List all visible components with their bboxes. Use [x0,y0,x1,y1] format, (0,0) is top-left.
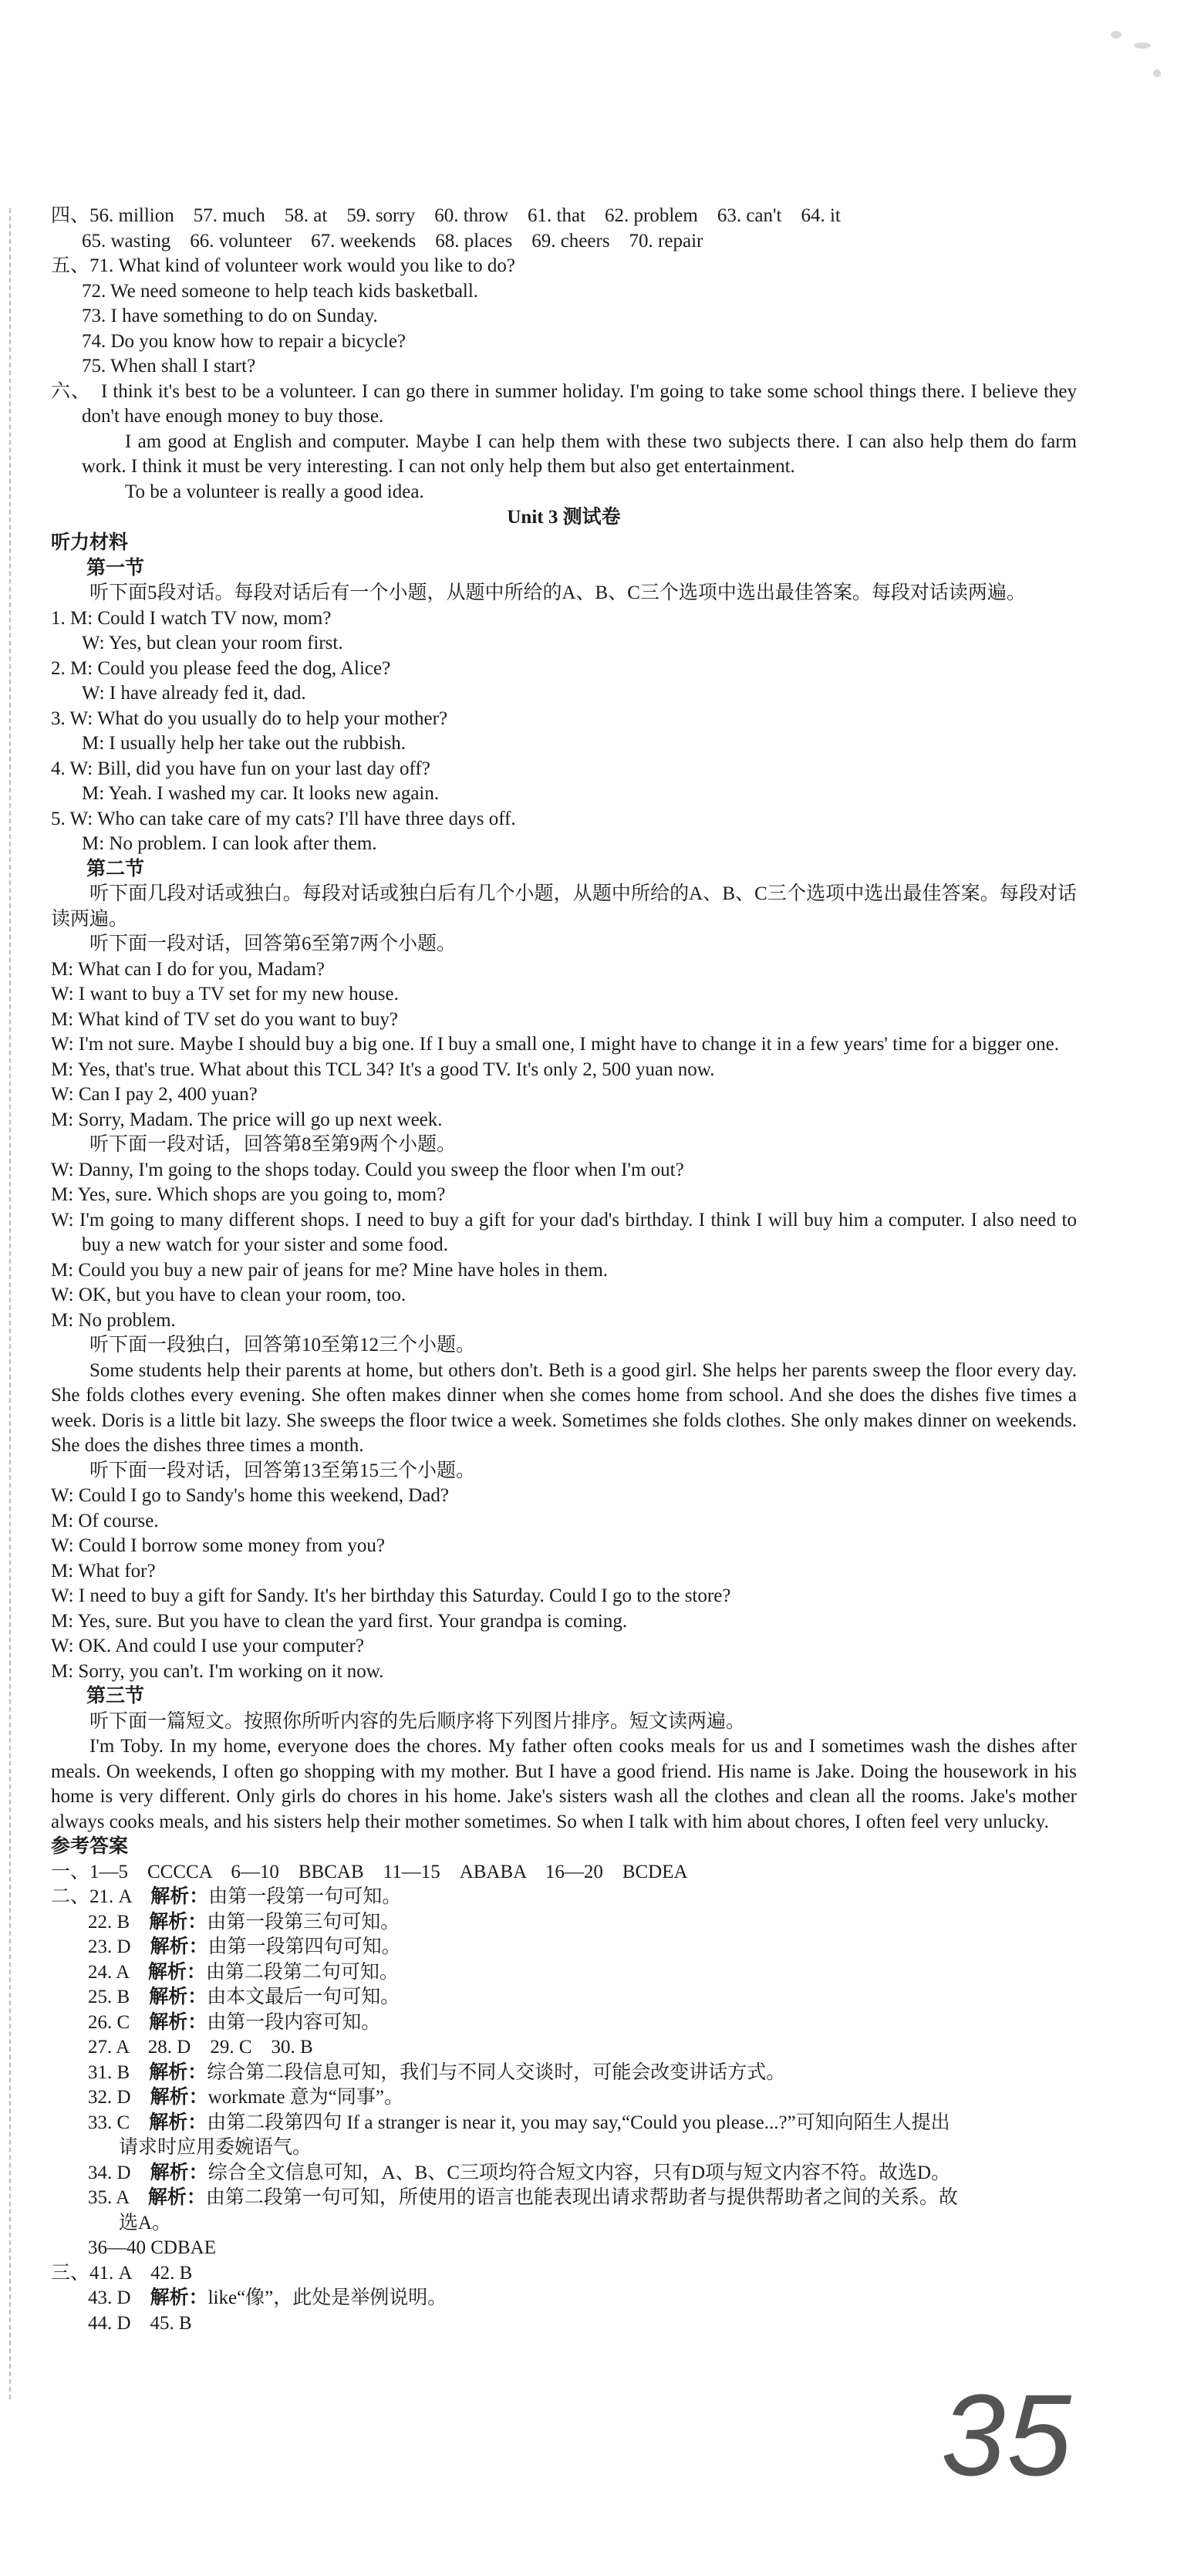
listening-label: 听力材料 [51,532,129,553]
answer-number: 22. B [88,1911,130,1933]
dialogue-line: W: OK. And could I use your computer? [51,1636,364,1656]
part-2-heading: 第二节 [86,858,145,879]
answer-item [51,2286,1077,2311]
section-4-line-1: 四、56. million 57. much 58. at 59. sorry 60. throw 61. that 62. problem 63. can't 64. it [51,205,841,226]
answer-number: 32. D [88,2087,131,2108]
monologue-text: Some students help their parents at home, but others don't. Beth is a good girl. She helps her parents sweep the floor every day. She folds clothes every evening. She often makes dinner when she comes home from school. And she does the dishes five times a week. Doris is a little bit lazy. She sweeps the floor twice a week. Sometimes she folds clothes. She only makes dinner on weekends. She does the dishes three times a month. [51,1359,1077,1456]
analysis-text: 由第二段第一句可知，所使用的语言也能表现出请求帮助者与提供帮助者之间的关系。故 [205,2187,958,2208]
analysis-text: 由第一段内容可知。 [207,2011,381,2033]
dialogue-line: W: Could I borrow some money from you? [51,1535,386,1556]
answer-item [51,1985,1077,2010]
analysis-label: 解析： [150,1936,208,1957]
conversation-1-intro: 听下面一段对话，回答第6至第7两个小题。 [89,934,457,954]
analysis-label: 解析： [150,2162,208,2183]
answer-item [51,2085,1077,2111]
answer-continuation: 选A。 [119,2212,172,2233]
dialogue-line: W: Yes, but clean your room first. [82,633,343,653]
analysis-label: 解析： [149,1987,207,2007]
analysis-text: 由第一段第一句可知。 [208,1886,402,1907]
conversation-3-intro: 听下面一段对话，回答第13至第15三个小题。 [89,1460,476,1481]
scan-speck [1153,69,1161,77]
analysis-label: 解析： [149,2061,207,2083]
answers-section-3: 三、41. A 42. B [51,2262,193,2284]
dialogue-line: 1. M: Could I watch TV now, mom? [51,607,332,629]
analysis-label: 解析： [147,2187,206,2208]
conversation-2-intro: 听下面一段对话，回答第8至第9两个小题。 [89,1134,457,1155]
answer-item [51,2161,1077,2186]
analysis-label: 解析： [149,2011,207,2033]
answer-number: 34. D [88,2162,131,2183]
dialogue-line: M: Yeah. I washed my car. It looks new again. [82,783,440,804]
answer-number: 26. C [88,2011,130,2033]
dialogue-line: W: Danny, I'm going to the shops today. Could you sweep the floor when I'm out? [51,1159,684,1180]
answer-item [51,1935,1077,1960]
dialogue-line: W: I'm not sure. Maybe I should buy a big one. If I buy a small one, I might have to change it in a few years' time for a bigger one. [51,1034,1060,1055]
answers-section-1: 一、1—5 CCCCA 6—10 BBCAB 11—15 ABABA 16—20 BCDEA [51,1861,688,1882]
dialogue-line: M: No problem. I can look after them. [82,833,377,854]
dialogue-line: M: Of course. [51,1510,159,1531]
analysis-text: 由第二段第四句 If a stranger is near it, you may say,“Could you please...?”可知向陌生人提出 [207,2112,950,2133]
scan-speck [1111,31,1122,39]
dialogue-line: 5. W: Who can take care of my cats? I'll have three days off. [51,808,516,829]
dialogue-line: M: Yes, sure. But you have to clean the yard first. Your grandpa is coming. [51,1610,628,1632]
dialogue-line: W: Can I pay 2, 400 yuan? [51,1084,258,1105]
dialogue-line: W: I'm going to many different shops. I need to buy a gift for your dad's birthday. I think I will buy him a computer. I also need to buy a new watch for your sister and some food. [51,1209,1077,1255]
answer-number: 二、21. A [51,1886,132,1907]
dialogue-line: M: Yes, that's true. What about this TCL 34? It's a good TV. It's only 2, 500 yuan now. [51,1058,715,1080]
answer-item [51,2061,1077,2086]
answer-item: 36—40 CDBAE [88,2237,216,2258]
analysis-text: workmate 意为“同事”。 [207,2087,403,2108]
dialogue-line: M: What for? [51,1560,156,1582]
dialogue-line: W: OK, but you have to clean your room, too. [51,1285,406,1305]
analysis-text: 综合全文信息可知，A、B、C三项均符合短文内容，只有D项与短文内容不符。故选D。 [207,2162,951,2183]
dialogue-line: M: Could you buy a new pair of jeans for me? Mine have holes in them. [51,1259,609,1281]
section-6-paragraph: I am good at English and computer. Maybe I can help them with these two subjects there. I can also help them do farm work. I think it must be very interesting. I can not only help them but also get entertainment. [82,430,1077,477]
analysis-text: 由第二段第二句可知。 [205,1961,399,1983]
dialogue-line: 4. W: Bill, did you have fun on your last day off? [51,758,430,779]
section-5-item: 72. We need someone to help teach kids basketball. [82,280,479,302]
answer-continuation: 请求时应用委婉语气。 [119,2137,312,2158]
part-3-heading: 第三节 [86,1686,145,1707]
section-6-paragraph: To be a volunteer is really a good idea. [125,481,424,502]
answer-number: 24. A [88,1961,129,1983]
dialogue-line: W: I need to buy a gift for Sandy. It's her birthday this Saturday. Could I go to the store? [51,1585,731,1606]
analysis-label: 解析： [149,1911,207,1933]
dialogue-line: 2. M: Could you please feed the dog, Alice? [51,657,391,679]
part-1-intro: 听下面5段对话。每段对话后有一个小题，从题中所给的A、B、C三个选项中选出最佳答案。每段对话读两遍。 [89,582,1026,603]
answer-item [51,1885,1077,1910]
answer-item [51,2186,1077,2211]
section-6-paragraph: 六、 I think it's best to be a volunteer. I can go there in summer holiday. I'm going to take some school things there. I believe they don't have enough money to buy those. [51,380,1077,427]
unit-title: Unit 3 测试卷 [507,507,621,528]
page-number: 35 [941,2370,1073,2500]
analysis-text: 综合第二段信息可知，我们与不同人交谈时，可能会改变讲话方式。 [207,2061,786,2083]
answer-item: 27. A 28. D 29. C 30. B [88,2037,313,2058]
dialogue-line: M: Yes, sure. Which shops are you going to, mom? [51,1184,446,1205]
analysis-text: 由第一段第四句可知。 [207,1936,401,1957]
answer-number: 23. D [88,1936,131,1957]
analysis-text: 由第一段第三句可知。 [207,1911,400,1933]
section-4-line-2: 65. wasting 66. volunteer 67. weekends 68. places 69. cheers 70. repair [82,230,703,252]
dialogue-line: M: Sorry, you can't. I'm working on it now. [51,1660,384,1682]
scan-speck [1134,42,1151,49]
answer-number: 35. A [88,2187,129,2208]
part-2-intro: 听下面几段对话或独白。每段对话或独白后有几个小题，从题中所给的A、B、C三个选项中选出最佳答案。每段对话读两遍。 [51,883,1077,930]
monologue-intro: 听下面一段独白，回答第10至第12三个小题。 [89,1335,476,1356]
margin-dashed-rule [9,208,11,2399]
dialogue-line: W: I have already fed it, dad. [82,683,306,704]
part-3-intro: 听下面一篇短文。按照你所听内容的先后顺序将下列图片排序。短文读两遍。 [89,1710,746,1732]
answer-number: 31. B [88,2061,130,2083]
dialogue-line: W: I want to buy a TV set for my new house. [51,984,399,1004]
analysis-label: 解析： [150,1886,209,1907]
part-3-passage: I'm Toby. In my home, everyone does the chores. My father often cooks meals for us and I sometimes wash the dishes after meals. On weekends, I often go shopping with my mother. But I have a good friend. His name is Jake. Doing the housework in his home is very different. Only girls do chores in his home. Jake's sisters wash all the clothes and clean all the rooms. Jake's mother always cooks meals, and his sisters help their mother sometimes. So when I talk with him about chores, I often feel very unlucky. [51,1736,1077,1832]
answers-label: 参考答案 [51,1836,129,1857]
answer-item [51,1910,1077,1936]
answer-number: 43. D [88,2287,131,2308]
answer-item: 44. D 45. B [88,2312,192,2334]
dialogue-line: M: No problem. [51,1309,176,1331]
dialogue-line: M: Sorry, Madam. The price will go up next week. [51,1109,443,1130]
dialogue-line: W: Could I go to Sandy's home this weekend, Dad? [51,1485,449,1506]
analysis-label: 解析： [150,2287,208,2308]
analysis-text: like“像”，此处是举例说明。 [207,2287,447,2308]
answer-item [51,2111,1077,2136]
answer-number: 33. C [88,2112,130,2133]
analysis-text: 由本文最后一句可知。 [207,1987,400,2007]
answer-number: 25. B [88,1987,130,2007]
dialogue-line: 3. W: What do you usually do to help your mother? [51,707,448,729]
answer-item [51,2010,1077,2036]
section-5-item: 五、71. What kind of volunteer work would you like to do? [51,255,515,276]
part-1-heading: 第一节 [86,557,145,579]
answer-item [51,1960,1077,1986]
dialogue-line: M: What kind of TV set do you want to buy? [51,1008,398,1030]
dialogue-line: M: What can I do for you, Madam? [51,958,325,980]
answer-page [51,204,1077,2336]
section-5-item: 73. I have something to do on Sunday. [82,306,378,326]
analysis-label: 解析： [147,1961,206,1983]
analysis-label: 解析： [149,2112,207,2133]
analysis-label: 解析： [150,2087,208,2108]
section-5-item: 74. Do you know how to repair a bicycle? [82,330,406,352]
section-5-item: 75. When shall I start? [82,356,256,376]
dialogue-line: M: I usually help her take out the rubbish. [82,733,406,754]
